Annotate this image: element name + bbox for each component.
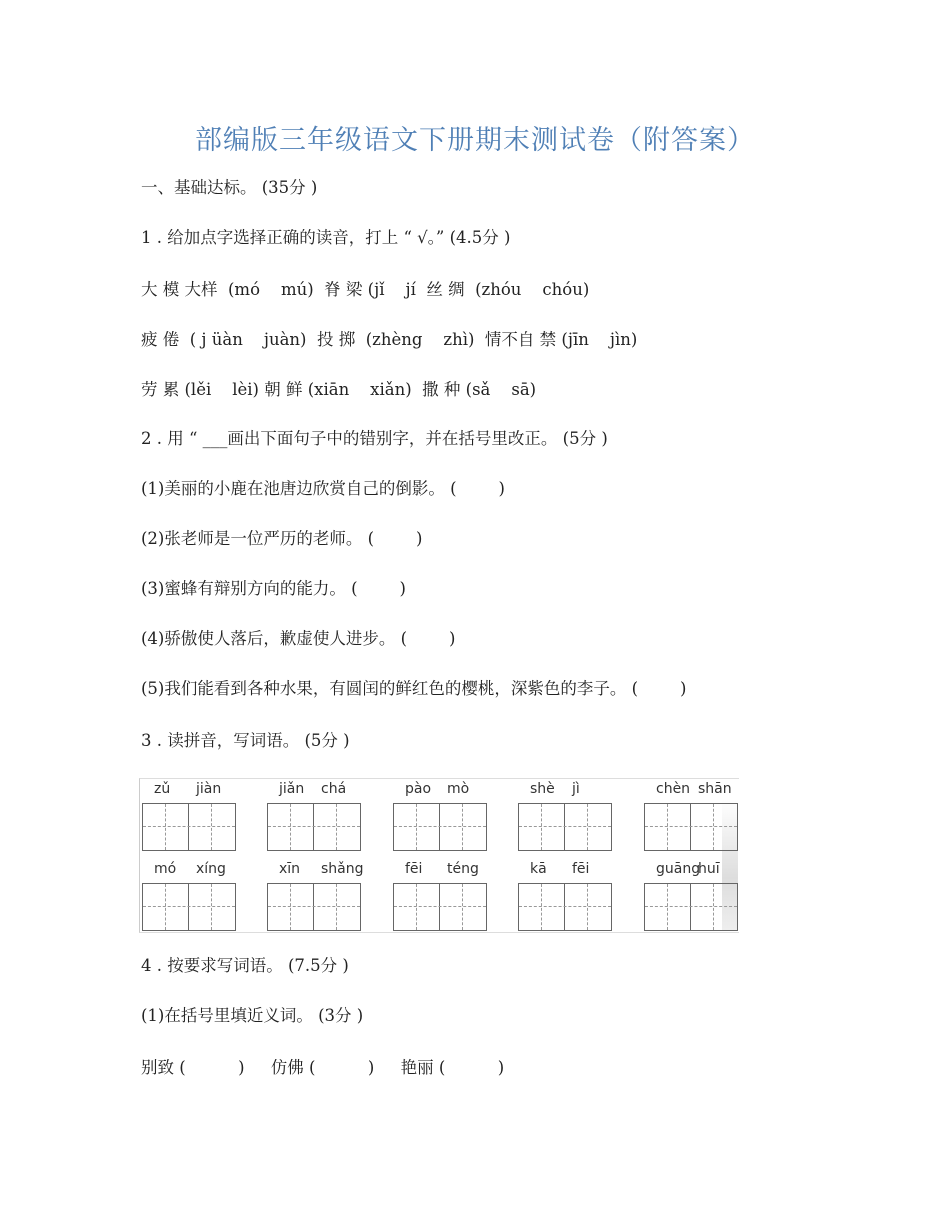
grid-guide-line bbox=[268, 826, 360, 827]
grid-guide-line bbox=[690, 804, 691, 850]
grid-guide-line bbox=[462, 884, 463, 930]
writing-box[interactable] bbox=[518, 803, 612, 851]
grid-guide-line bbox=[336, 804, 337, 850]
pinyin-syllable-1: fēi bbox=[405, 861, 423, 877]
grid-guide-line bbox=[645, 826, 737, 827]
pinyin-syllable-2: jì bbox=[572, 781, 580, 797]
grid-guide-line bbox=[439, 804, 440, 850]
pinyin-syllable-2: xíng bbox=[196, 861, 226, 877]
pinyin-syllable-2: fēi bbox=[572, 861, 590, 877]
synonym-row: 别致 ( ) 仿佛 ( ) 艳丽 ( ) bbox=[141, 1058, 505, 1077]
grid-guide-line bbox=[713, 804, 714, 850]
grid-guide-line bbox=[416, 884, 417, 930]
question-4-part-1: (1)在括号里填近义词。 (3分 ) bbox=[141, 1006, 364, 1025]
pinyin-syllable-2: shǎng bbox=[321, 861, 364, 877]
pinyin-syllable-1: mó bbox=[154, 861, 177, 877]
grid-guide-line bbox=[587, 804, 588, 850]
grid-guide-line bbox=[416, 804, 417, 850]
pinyin-syllable-2: chá bbox=[321, 781, 347, 797]
grid-guide-line bbox=[462, 804, 463, 850]
grid-guide-line bbox=[690, 884, 691, 930]
grid-guide-line bbox=[211, 884, 212, 930]
grid-guide-line bbox=[394, 826, 486, 827]
pinyin-syllable-1: zǔ bbox=[154, 781, 171, 797]
grid-guide-line bbox=[541, 884, 542, 930]
question-1-row-2: 疲 倦 ( j üàn juàn) 投 掷 (zhèng zhì) 情不自 禁 (jīn jìn) bbox=[141, 330, 638, 349]
grid-guide-line bbox=[188, 804, 189, 850]
grid-guide-line bbox=[211, 804, 212, 850]
writing-box[interactable] bbox=[267, 883, 361, 931]
pinyin-syllable-1: guāng bbox=[656, 861, 701, 877]
grid-guide-line bbox=[519, 906, 611, 907]
pinyin-syllable-1: jiǎn bbox=[279, 781, 305, 797]
page-title: 部编版三年级语文下册期末测试卷（附答案） bbox=[195, 125, 755, 156]
grid-guide-line bbox=[143, 826, 235, 827]
writing-box[interactable] bbox=[142, 803, 236, 851]
question-2-item-1: (1)美丽的小鹿在池唐边欣赏自己的倒影。 ( ) bbox=[141, 479, 505, 498]
grid-guide-line bbox=[713, 884, 714, 930]
writing-box[interactable] bbox=[267, 803, 361, 851]
question-2-item-4: (4)骄傲使人落后，歉虚使人进步。 ( ) bbox=[141, 629, 456, 648]
grid-guide-line bbox=[290, 884, 291, 930]
writing-box[interactable] bbox=[393, 803, 487, 851]
grid-guide-line bbox=[165, 884, 166, 930]
question-2: 2 . 用 “ ___画出下面句子中的错别字，并在括号里改正。 (5分 ) bbox=[141, 429, 608, 448]
grid-guide-line bbox=[667, 884, 668, 930]
pinyin-syllable-1: pào bbox=[405, 781, 432, 797]
grid-guide-line bbox=[439, 884, 440, 930]
writing-box[interactable] bbox=[142, 883, 236, 931]
grid-guide-line bbox=[645, 906, 737, 907]
grid-guide-line bbox=[336, 884, 337, 930]
grid-guide-line bbox=[313, 804, 314, 850]
question-1-row-1: 大 模 大样 (mó mú) 脊 梁 (jǐ jí 丝 绸 (zhóu chóu) bbox=[141, 280, 590, 299]
grid-guide-line bbox=[290, 804, 291, 850]
grid-guide-line bbox=[143, 906, 235, 907]
pinyin-syllable-2: mò bbox=[447, 781, 470, 797]
writing-box[interactable] bbox=[393, 883, 487, 931]
grid-guide-line bbox=[541, 804, 542, 850]
grid-guide-line bbox=[667, 804, 668, 850]
grid-guide-line bbox=[165, 804, 166, 850]
pinyin-syllable-1: xīn bbox=[279, 861, 301, 877]
grid-guide-line bbox=[394, 906, 486, 907]
pinyin-syllable-1: kā bbox=[530, 861, 547, 877]
grid-guide-line bbox=[587, 884, 588, 930]
grid-guide-line bbox=[268, 906, 360, 907]
pinyin-syllable-1: shè bbox=[530, 781, 555, 797]
grid-guide-line bbox=[188, 884, 189, 930]
writing-box[interactable] bbox=[644, 803, 738, 851]
pinyin-syllable-2: huī bbox=[698, 861, 720, 877]
grid-guide-line bbox=[564, 884, 565, 930]
grid-guide-line bbox=[519, 826, 611, 827]
grid-guide-line bbox=[564, 804, 565, 850]
question-2-item-5: (5)我们能看到各种水果，有圆闰的鲜红色的樱桃，深紫色的李子。 ( ) bbox=[141, 679, 687, 698]
question-4: 4 . 按要求写词语。 (7.5分 ) bbox=[141, 956, 349, 975]
writing-box[interactable] bbox=[518, 883, 612, 931]
pinyin-syllable-2: shān bbox=[698, 781, 732, 797]
writing-box[interactable] bbox=[644, 883, 738, 931]
grid-guide-line bbox=[313, 884, 314, 930]
question-1-row-3: 劳 累 (lěi lèi) 朝 鲜 (xiān xiǎn) 撒 种 (sǎ sā) bbox=[141, 380, 537, 399]
question-2-item-3: (3)蜜蜂有辩别方向的能力。 ( ) bbox=[141, 579, 406, 598]
pinyin-syllable-2: téng bbox=[447, 861, 479, 877]
section-heading: 一、基础达标。 (35分 ) bbox=[141, 178, 318, 197]
pinyin-syllable-1: chèn bbox=[656, 781, 691, 797]
question-3: 3 . 读拼音，写词语。 (5分 ) bbox=[141, 731, 350, 750]
question-2-item-2: (2)张老师是一位严历的老师。 ( ) bbox=[141, 529, 423, 548]
question-1: 1 . 给加点字选择正确的读音，打上 “ √。” (4.5分 ) bbox=[141, 228, 511, 247]
pinyin-syllable-2: jiàn bbox=[196, 781, 222, 797]
